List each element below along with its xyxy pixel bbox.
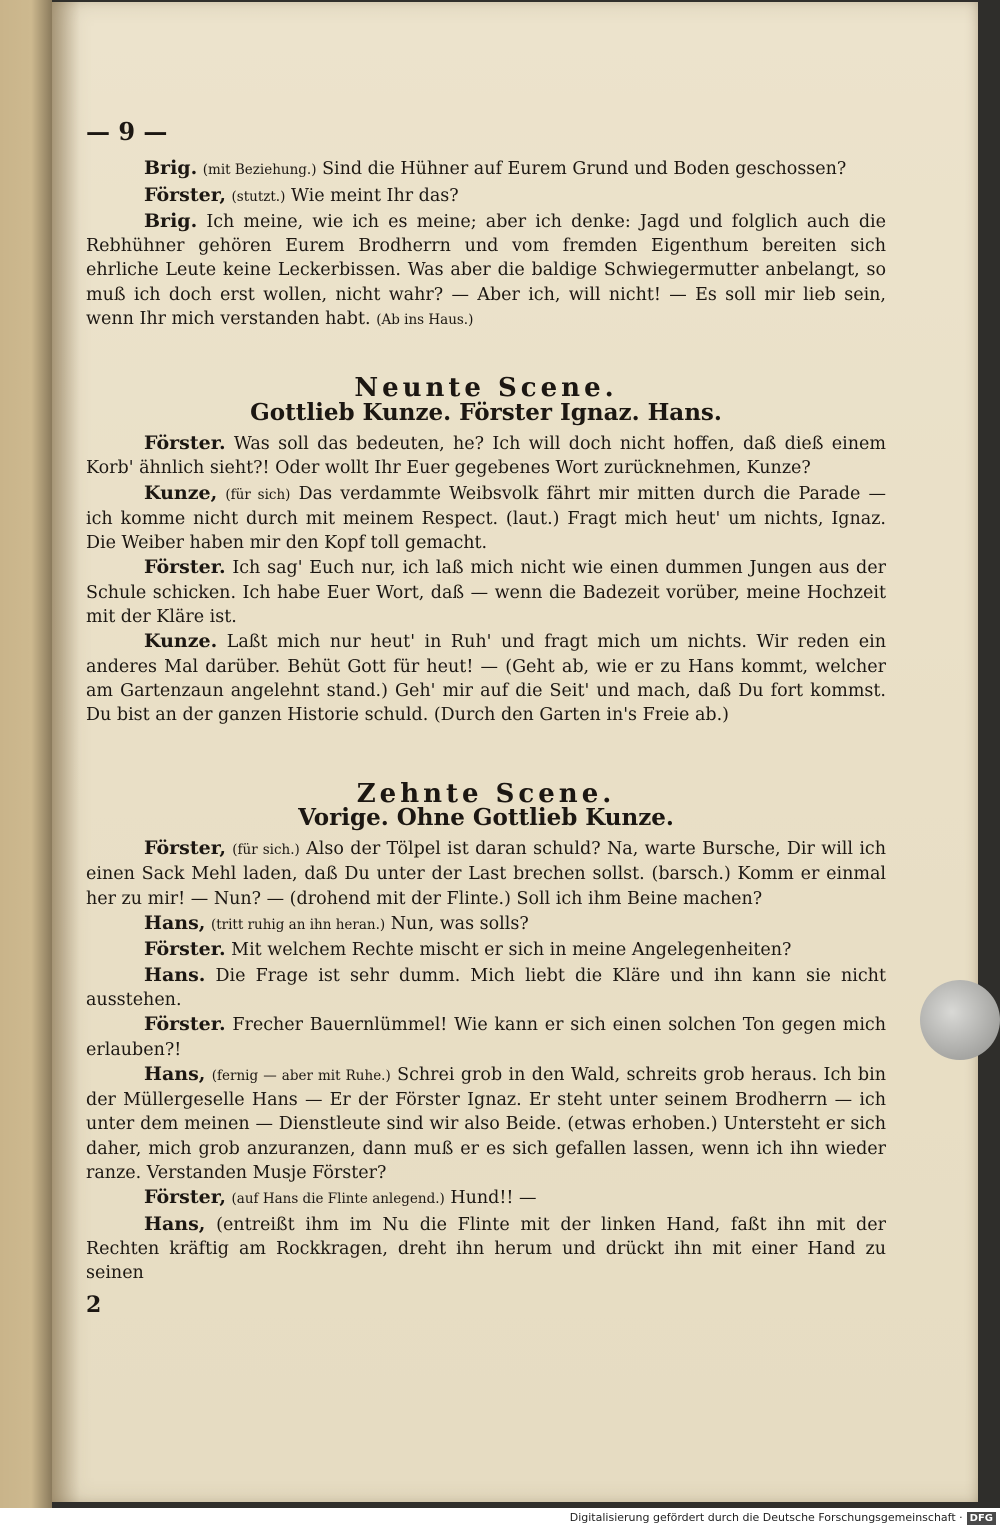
scanner-clip (920, 980, 1000, 1060)
stage-direction: (auf Hans die Flinte anlegend.) (231, 1191, 445, 1208)
paragraph (86, 836, 886, 911)
dialogue-text: Was soll das bedeuten, he? Ich will doch nicht hoffen, daß dieß einem Korb' ähnlich sieht?! Oder wollt Ihr Euer gegebenes Wort zurücknehmen, Kunze? (86, 433, 886, 479)
stage-direction: (tritt ruhig an ihn heran.) (210, 917, 386, 934)
speaker-name: Brig. (144, 209, 198, 232)
printer-signature: 2 (86, 1292, 102, 1319)
dialogue-text: Schrei grob in den Wald, schreits grob heraus. Ich bin der Müllergeselle Hans — Er der Förster Ignaz. Er steht unter seinem Brodherrn — ich unter dem meinen — Dienstleute sind wir also Beide. (etwas erhoben.) Untersteht er sich daher, mich grob anzuranzen, dann muß er es sich gefallen lassen, wenn ich ihn wieder ranze. Verstanden Musje Förster? (86, 1064, 886, 1183)
speaker-name: Förster. (144, 1013, 226, 1036)
stage-direction: (stutzt.) (231, 188, 286, 205)
dialogue-text: Frecher Bauernlümmel! Wie kann er sich einen solchen Ton gegen mich erlauben?! (86, 1015, 886, 1060)
dialogue-text: Hund!! — (450, 1188, 537, 1209)
paragraph (86, 555, 886, 629)
paragraph (86, 209, 886, 332)
page-gutter-shadow (52, 2, 80, 1502)
footer-credit: Digitalisierung gefördert durch die Deutsche Forschungsgemeinschaft · (569, 1511, 963, 1524)
speaker-name: Förster, (144, 1186, 226, 1209)
paragraph (86, 1212, 886, 1286)
stage-direction: (für sich) (225, 486, 291, 503)
paragraph (86, 156, 886, 182)
speaker-name: Hans, (144, 912, 206, 935)
speaker-name: Hans. (144, 963, 206, 986)
paragraph (86, 963, 886, 1013)
digitization-footer (0, 1508, 1000, 1527)
dfg-logo: DFG (967, 1512, 996, 1525)
scene-title: Zehnte Scene. (356, 778, 616, 809)
speaker-name: Förster. (144, 556, 226, 579)
dialogue-text: Nun, was solls? (390, 914, 529, 935)
speaker-name: Förster. (144, 431, 226, 454)
dialogue-text: Das verdammte Weibsvolk fährt mir mitten durch die Parade — ich komme nicht durch mit meinem Respect. (laut.) Fragt mich heut' um nichts, Ignaz. Die Weiber haben mir den Kopf toll gemacht. (86, 483, 886, 554)
paragraph (86, 431, 886, 481)
dialogue-text: Die Frage ist sehr dumm. Mich liebt die Kläre und ihn kann sie nicht ausstehen. (86, 965, 886, 1010)
speaker-name: Förster, (144, 183, 226, 206)
scene-cast: Vorige. Ohne Gottlieb Kunze. (298, 803, 674, 831)
paragraph (86, 183, 886, 209)
dialogue-text: Sind die Hühner auf Eurem Grund und Boden geschossen? (322, 159, 847, 180)
speaker-name: Brig. (144, 157, 198, 180)
page-number: — 9 — (86, 117, 168, 146)
scene-cast: Gottlieb Kunze. Förster Ignaz. Hans. (250, 398, 722, 426)
facing-page-edge (0, 0, 52, 1508)
dialogue-text: Mit welchem Rechte mischt er sich in meine Angelegenheiten? (231, 940, 792, 961)
dialogue-text: Ich meine, wie ich es meine; aber ich denke: Jagd und folglich auch die Rebhühner gehören Eurem Brodherrn und vom fremden Eigenthum bereiten sich ehrliche Leute keine Leckerbissen. Was aber die baldige Schwiegermutter anbelangt, so muß ich doch erst wollen, nicht wahr? — Aber ich, will nicht! — Es soll mir lieb sein, wenn Ihr mich verstanden habt. (86, 211, 886, 330)
page-text (86, 117, 886, 1319)
stage-direction: (Ab ins Haus.) (376, 312, 474, 329)
paragraph (86, 1185, 886, 1211)
speaker-name: Förster, (144, 837, 226, 860)
speaker-name: Hans, (144, 1212, 206, 1235)
scene-title: Neunte Scene. (354, 373, 618, 404)
speaker-name: Kunze, (144, 481, 218, 504)
paragraph (86, 1062, 886, 1185)
speaker-name: Hans, (144, 1062, 206, 1085)
speaker-name: Förster. (144, 938, 226, 961)
paragraph (86, 1012, 886, 1062)
stage-direction: (mit Beziehung.) (202, 162, 317, 179)
paragraph (86, 911, 886, 937)
dialogue-text: (entreißt ihm im Nu die Flinte mit der linken Hand, faßt ihn mit der Rechten kräftig am Rockkragen, dreht ihn herum und drückt ihn mit einer Hand zu seinen (86, 1214, 886, 1284)
speaker-name: Kunze. (144, 630, 218, 653)
paragraph (86, 481, 886, 556)
dialogue-text: Wie meint Ihr das? (290, 185, 459, 206)
stage-direction: (fernig — aber mit Ruhe.) (211, 1067, 391, 1084)
stage-direction: (für sich.) (232, 842, 300, 859)
dialogue-text: Laßt mich nur heut' in Ruh' und fragt mich um nichts. Wir reden ein anderes Mal darüber. Behüt Gott für heut! — (Geht ab, wie er zu Hans kommt, welcher am Gartenzaun angelehnt stand.) Geh' mir auf die Seit' und mach, daß Du fort kommst. Du bist an der ganzen Historie schuld. (Durch den Garten in's Freie ab.) (86, 632, 886, 726)
paragraph (86, 629, 886, 727)
paragraph (86, 937, 886, 962)
dialogue-text: Ich sag' Euch nur, ich laß mich nicht wie einen dummen Jungen aus der Schule schicken. Ich habe Euer Wort, daß — wenn die Badezeit vorüber, meine Hochzeit mit der Kläre ist. (86, 558, 886, 628)
dialogue-text: Also der Tölpel ist daran schuld? Na, warte Bursche, Dir will ich einen Sack Mehl laden, daß Du unter der Last brechen sollst. (barsch.) Komm er einmal her zu mir! — Nun? — (drohend mit der Flinte.) Soll ich ihm Beine machen? (86, 839, 886, 909)
